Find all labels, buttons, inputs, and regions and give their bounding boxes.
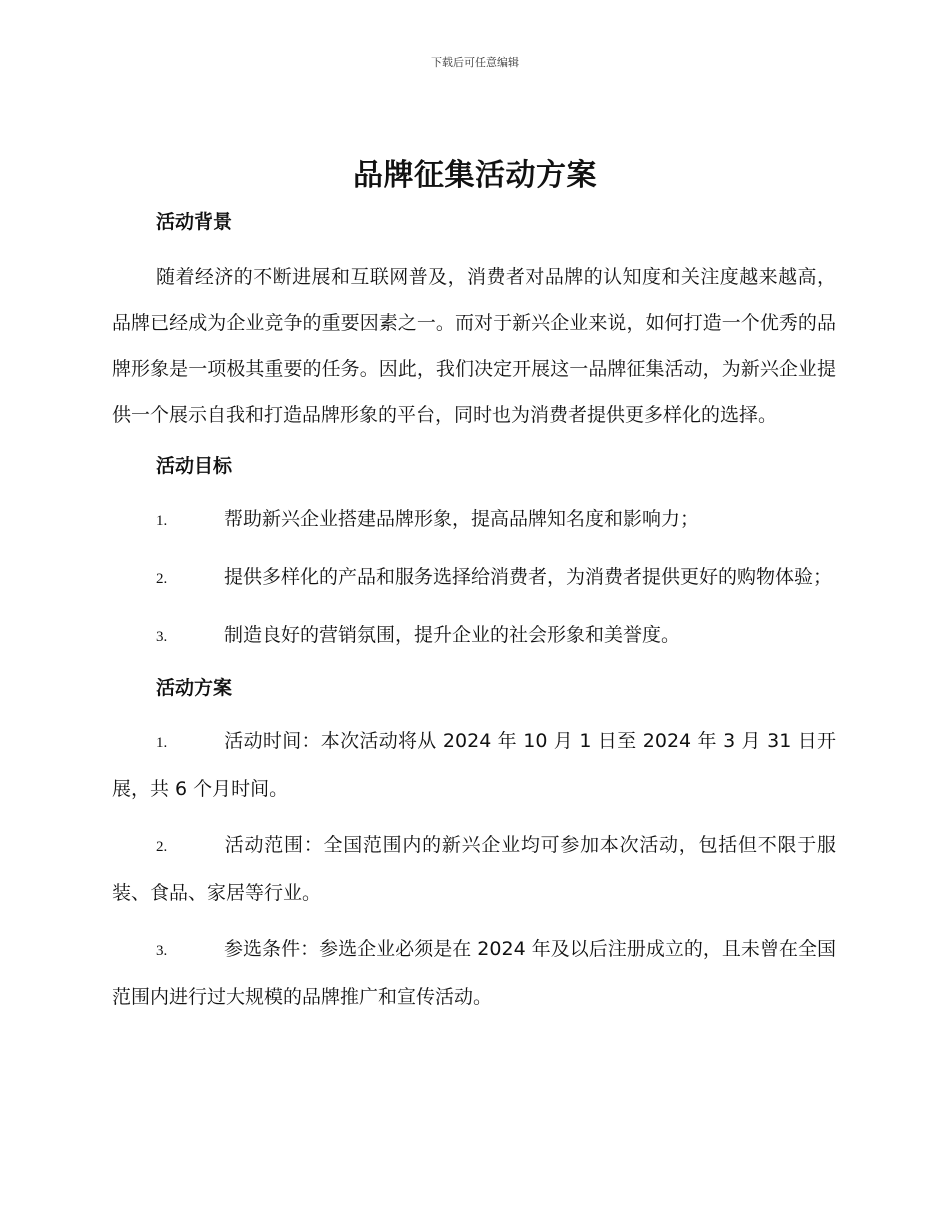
section-heading-background: 活动背景 [156,211,233,233]
section-background [112,202,836,438]
section-heading-goals: 活动目标 [156,455,233,477]
goal-item [112,554,836,602]
goal-item [112,612,836,660]
plan-item [112,926,836,1020]
plan-item [112,718,836,812]
section-heading-plan: 活动方案 [156,677,233,699]
document-body [112,202,836,1020]
section-goals [112,446,836,660]
plan-item-text: 活动范围：全国范围内的新兴企业均可参加本次活动，包括但不限于服装、食品、家居等行业。 [112,834,836,904]
goal-item-text: 提供多样化的产品和服务选择给消费者，为消费者提供更好的购物体验； [224,566,833,588]
goal-item-number: 1. [156,513,168,529]
goal-item [112,496,836,544]
page-header-note: 下载后可任意编辑 [431,56,519,69]
goal-item-number: 2. [156,571,168,587]
background-paragraph: 随着经济的不断进展和互联网普及，消费者对品牌的认知度和关注度越来越高，品牌已经成为企业竞争的重要因素之一。而对于新兴企业来说，如何打造一个优秀的品牌形象是一项极其重要的任务。因此，我们决定开展这一品牌征集活动，为新兴企业提供一个展示自我和打造品牌形象的平台，同时也为消费者提供更多样化的选择。 [112,266,836,426]
plan-item-number: 3. [156,943,168,959]
goal-item-number: 3. [156,629,168,645]
section-plan [112,668,836,1020]
plan-item [112,822,836,916]
goal-item-text: 制造良好的营销氛围，提升企业的社会形象和美誉度。 [224,624,681,646]
plan-item-number: 1. [156,735,168,751]
plan-item-number: 2. [156,839,168,855]
document-title: 品牌征集活动方案 [353,158,597,193]
plan-item-text: 活动时间：本次活动将从 2024 年 10 月 1 日至 2024 年 3 月 31 日开展，共 6 个月时间。 [112,730,836,800]
goal-item-text: 帮助新兴企业搭建品牌形象，提高品牌知名度和影响力； [224,508,700,530]
plan-item-text: 参选条件：参选企业必须是在 2024 年及以后注册成立的，且未曾在全国范围内进行过大规模的品牌推广和宣传活动。 [112,938,836,1008]
